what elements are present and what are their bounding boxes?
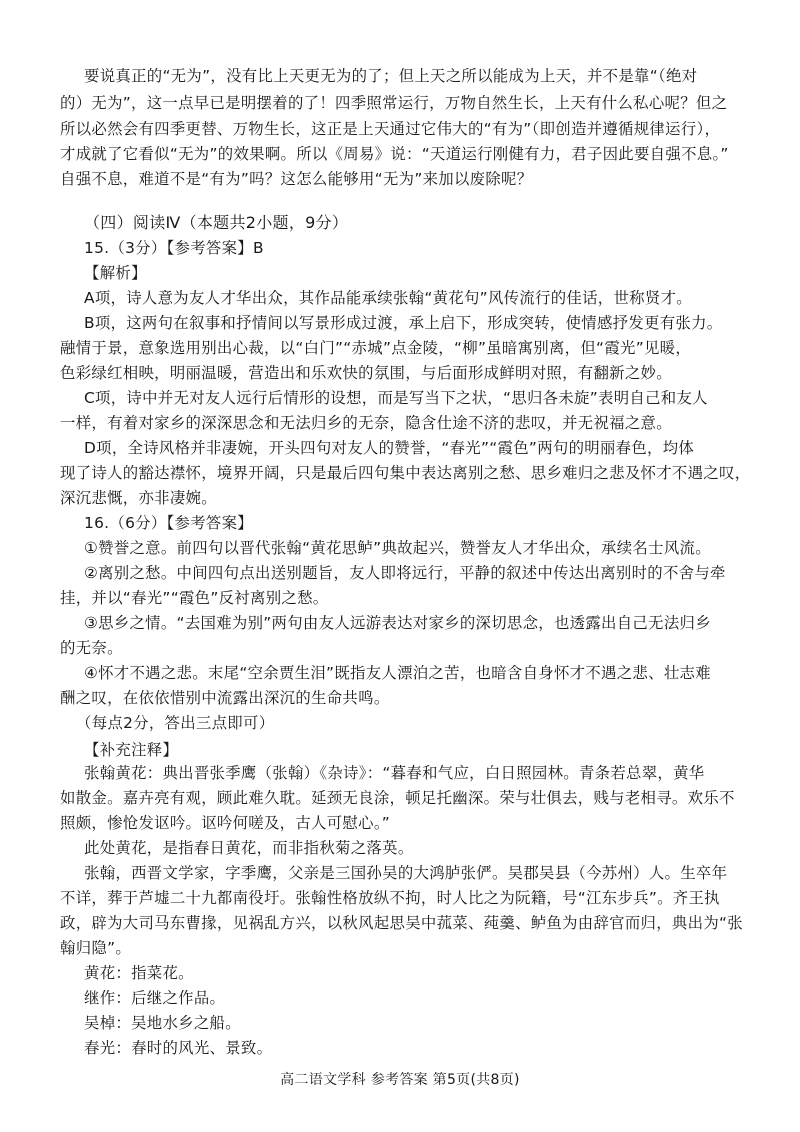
intro-line-1: 要说真正的“无为”，没有比上天更无为的了；但上天之所以能成为上天，并不是靠“（绝对: [84, 67, 698, 85]
q15-option-b-line-2: 融情于景，意象选用别出心裁，以“白门”“赤城”点金陵，“柳”虽暗寓别离，但“霞光”见暖，: [60, 339, 692, 357]
page-footer: 高二语文学科 参考答案 第5页(共8页): [280, 1072, 520, 1088]
intro-line-3: 所以必然会有四季更替、万物生长，这正是上天通过它伟大的“有为”（即创造并遵循规律运行），: [60, 120, 721, 138]
note-zhanghan-huanghua-line-2: 如散金。嘉卉亮有观，顾此难久耽。延颈无良涂，顿足托幽深。荣与壮俱去，贱与老相寻。欢乐不: [60, 789, 735, 807]
q15-option-b-line-3: 色彩绿红相映，明丽温暖，营造出和乐欢快的氛围，与后面形成鲜明对照，有翻新之妙。: [60, 364, 672, 382]
note-zhanghan-bio-line-3: 政，辟为大司马东曹掾，见祸乱方兴，以秋风起思吴中菰菜、莼羹、鲈鱼为由辞官而归，典出为“张: [60, 914, 743, 932]
note-chunguang: 春光：春时的风光、景致。: [84, 1039, 273, 1057]
intro-line-5: 自强不息，难道不是“有为”吗？这怎么能够用“无为”来加以废除呢？: [60, 170, 533, 188]
note-zhanghan-huanghua-line-3: 照颇，惨怆发讴吟。讴吟何嗟及，古人可慰心。”: [60, 814, 391, 832]
section-title: （四）阅读Ⅳ（本题共2小题，9分）: [84, 213, 349, 232]
q16-point-4-line-1: ④怀才不遇之悲。末尾“空余贾生泪”既指友人漂泊之苦，也暗含自身怀才不遇之悲、壮志难: [84, 664, 711, 682]
q16-point-2-line-1: ②离别之愁。中间四句点出送别题旨，友人即将远行，平静的叙述中传达出离别时的不舍与牵: [84, 564, 726, 582]
q15-option-d-line-3: 深沉悲慨，亦非凄婉。: [60, 489, 217, 507]
q15-option-c-line-2: 一样，有着对家乡的深深思念和无法归乡的无奈，隐含仕途不济的悲叹，并无祝福之意。: [60, 414, 672, 432]
q16-point-3-line-2: 的无奈。: [60, 639, 123, 657]
note-spring-flower: 此处黄花，是指春日黄花，而非指秋菊之落英。: [84, 839, 414, 857]
intro-line-2: 的）无为”，这一点早已是明摆着的了！四季照常运行，万物自然生长，上天有什么私心呢？但之: [60, 94, 728, 112]
q15-option-c-line-1: C项，诗中并无对友人远行后情形的设想，而是写当下之状，“思归各未旋”表明自己和友人: [84, 389, 708, 407]
intro-line-4: 才成就了它看似“无为”的效果啊。所以《周易》说：“天道运行刚健有力，君子因此要自强不息。”: [60, 145, 729, 163]
q16-scoring-note: （每点2分，答出三点即可）: [76, 714, 275, 732]
q16-point-3-line-1: ③思乡之情。“去国难为别”两句由友人远游表达对家乡的深切思念，也透露出自己无法归乡: [84, 614, 711, 632]
q15-option-d-line-1: D项，全诗风格并非凄婉，开头四句对友人的赞誉，“春光”“霞色”两句的明丽春色，均体: [84, 439, 695, 457]
note-zhanghan-bio-line-1: 张翰，西晋文学家，字季鹰，父亲是三国孙吴的大鸿胪张俨。吴郡吴县（今苏州）人。生卒年: [84, 864, 728, 882]
q15-option-a: A项，诗人意为友人才华出众，其作品能承续张翰“黄花句”风传流行的佳话，世称贤才。: [84, 289, 692, 307]
q15-option-d-line-2: 现了诗人的豁达襟怀，境界开阔，只是最后四句集中表达离别之愁、思乡难归之悲及怀才不遇之叹，: [60, 464, 751, 482]
q15-option-b-line-1: B项，这两句在叙事和抒情间以写景形成过渡，承上启下，形成突转，使情感抒发更有张力。: [84, 314, 723, 332]
note-zhanghan-bio-line-2: 不详，葬于芦墟二十九都南役圩。张翰性格放纵不拘，时人比之为阮籍，号“江东步兵”。齐王执: [60, 889, 720, 907]
note-huanghua: 黄花：指菜花。: [84, 964, 194, 982]
q16-point-4-line-2: 酬之叹，在依依惜别中流露出深沉的生命共鸣。: [60, 689, 390, 707]
q16-heading: 16.（6分）【参考答案】: [84, 514, 253, 532]
q15-heading: 15.（3分）【参考答案】B: [84, 239, 264, 257]
notes-label: 【补充注释】: [84, 741, 179, 759]
q15-analysis-label: 【解析】: [84, 264, 147, 282]
q16-point-2-line-2: 挂，并以“春光”“霞色”反衬离别之愁。: [60, 589, 329, 607]
note-zhanghan-huanghua-line-1: 张翰黄花：典出晋张季鹰（张翰）《杂诗》：“暮春和气应，白日照园林。青条若总翠，黄华: [84, 764, 705, 782]
note-wuzhao: 吴棹：吴地水乡之船。: [84, 1014, 241, 1032]
q16-point-1: ①赞誉之意。前四句以晋代张翰“黄花思鲈”典故起兴，赞誉友人才华出众，承续名士风流。: [84, 539, 711, 557]
note-zhanghan-bio-line-4: 翰归隐”。: [60, 939, 132, 957]
note-jizuo: 继作：后继之作品。: [84, 989, 226, 1007]
